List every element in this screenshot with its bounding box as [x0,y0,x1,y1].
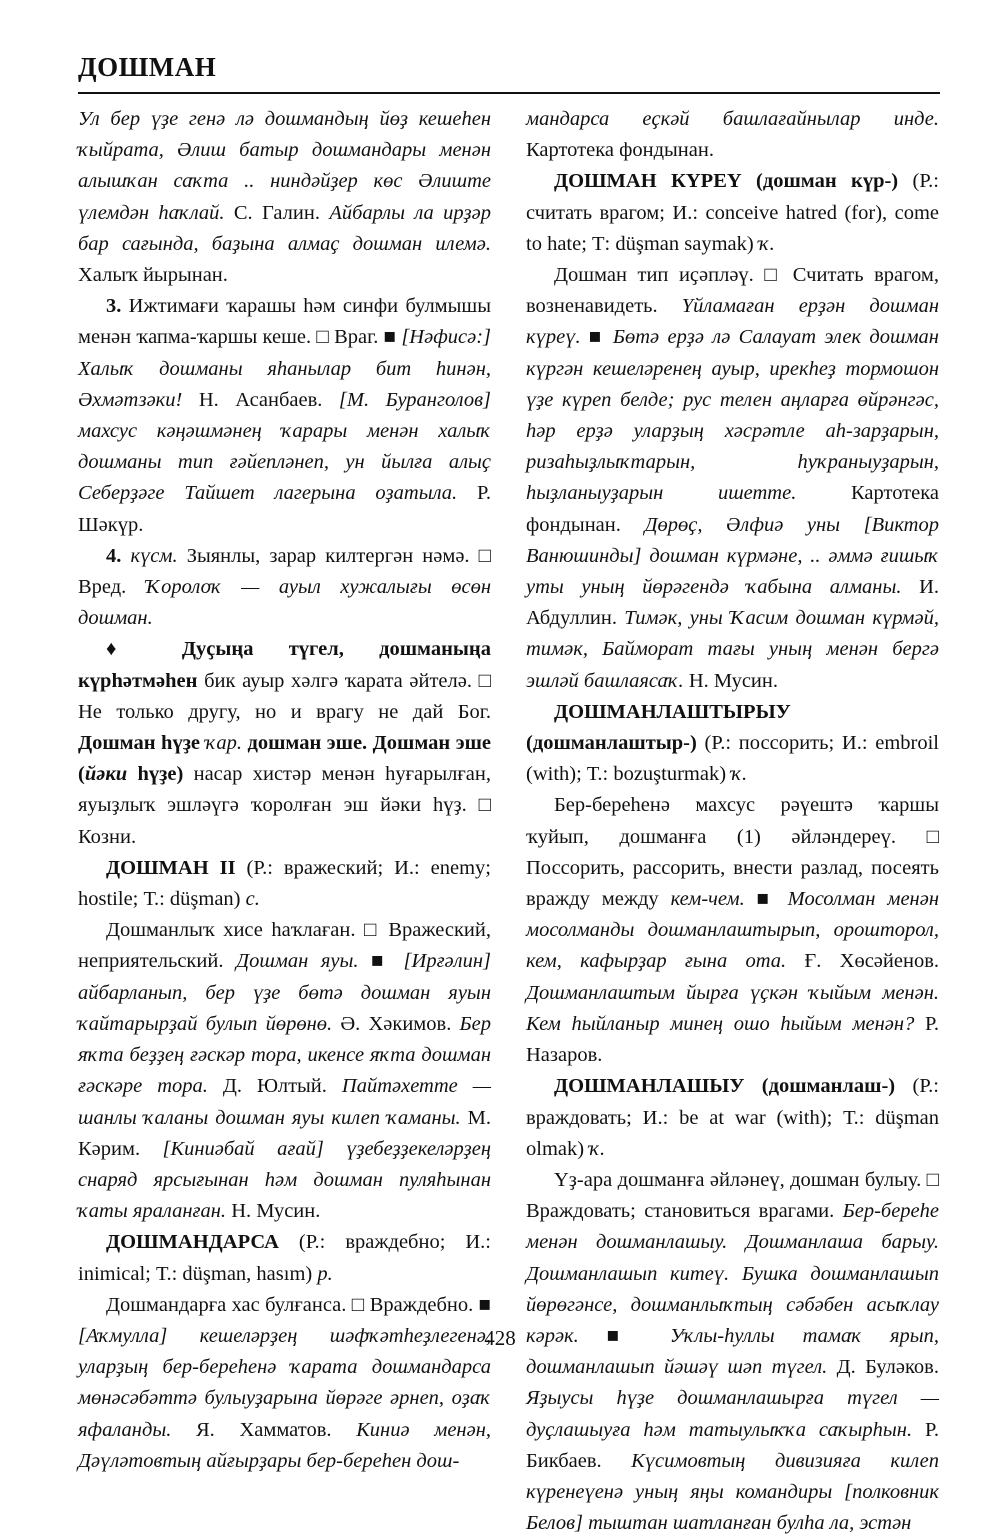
body-text: насар хистәр менән һуғарылған, яуыҙлыҡ эшләүгә ҡоролған эш йәки һүҙ. □ Козни. [78,763,491,848]
example-text: Уҡлы-һуллы тамаҡ ярып, дошманлашып йәшәү шәп түгел. [526,1324,939,1379]
example-text: Бөтә ерҙә лә Салауат элек дошман күргән кешеләренең ауыр, ирекһеҙ тормошон үҙе күреп белде; рус телен аңларға өйрәнгәс, һәр ерҙә уларҙың хәсрәтле аһ-зарҙарын, ризаһыҙлыҡтарын, һуҡраныуҙарын, һыҙланыуҙарын ишетте. [526,326,939,505]
example-text: [Ирғәлин] айбарланып, бер үҙе бөтә дошман яуын ҡайтарырҙай булып йөрөнө. [78,950,491,1035]
dictionary-paragraph [526,260,939,697]
body-text: (Р.: враждовать; И.: be at war (with); Т.: düşman olmak) [526,1075,939,1160]
example-text: кем-чем. [670,888,745,911]
headword-text: ДОШМАНЛАШЫУ (дошманлаш-) [554,1075,896,1098]
body-text: (Р.: враждебно; И.: inimical; Т.: düşman, hasım) [78,1231,491,1285]
example-text: Яҙыусы һүҙе дошманлашырға түгел — дуҫлашыуға һәм татыулыҡҡа саҡырһын. [526,1387,939,1441]
headword-text: Дуҫыңа түгел, дошманыңа күрһәтмәһен [78,638,491,692]
example-text: [М. Буранголов] махсус кәңәшмәнең ҡарары менән халыҡ дошманы тип ғәйепләнеп, ун йылға алыҫ Себерҙәге Тайшет лагерына оҙатыла. [78,388,491,505]
body-text: С. Галин. [224,201,330,224]
example-text: с. [245,888,260,911]
body-text: Халыҡ йырынан. [78,264,228,287]
headword-text: 4. [106,544,122,567]
body-text: ■ [580,326,613,349]
body-text: Бер-береһенә махсус рәүештә ҡаршы ҡуйып, дошманға (1) әйләндереү. □ Поссорить, рассорить, внести разлад, посеять вражду между [526,794,939,911]
dictionary-paragraph [78,541,491,635]
body-text: Дошман тип иҫәпләү. □ Считать врагом, возненавидеть. [526,264,939,318]
example-text: ҡ. [589,1137,606,1160]
dictionary-paragraph [526,697,939,791]
example-text: Айбарлы ла ирҙәр бар сағында, баҙына алмаҫ дошман илемә. [78,201,491,255]
dictionary-paragraph [78,291,491,541]
body-text: Р. Бикбаев. [526,1418,939,1472]
example-text: йәки [84,763,128,786]
body-text: Д. Юлтый. [207,1075,342,1098]
left-column [78,104,491,1477]
dictionary-paragraph [526,166,939,260]
body-text: Үҙ-ара дошманға әйләнеү, дошман булыу. □ Враждовать; становиться врагами. [526,1168,939,1223]
headword-text: дошман эше. Дошман эше ( [78,732,491,786]
dictionary-paragraph [78,104,491,291]
body-text: ■ [744,888,788,911]
body-text: Н. Мусин. [226,1200,321,1223]
dictionary-paragraph [526,790,939,1071]
body-text: Н. Мусин. [683,669,778,692]
body-text: ♦ [106,638,182,661]
example-text: Пайтәхетте — шанлы ҡаланы дошман яуы килеп ҡаманы. [78,1075,491,1129]
body-text: Ғ. Хөсәйенов. [786,950,939,973]
body-text: Д. Буләков. [827,1356,939,1379]
body-text: Дошманлыҡ хисе һаҡлаған. □ Вражеский, неприятельский. [78,919,491,973]
body-text: ■ [358,950,404,973]
body-text: (Р.: поссорить; И.: embroil (with); Т.: bozuşturmak) [526,732,939,786]
dictionary-paragraph [526,1165,939,1539]
headword-text: Дошман һүҙе [78,732,201,755]
body-text: Н. Асанбаев. [182,388,339,411]
body-text: Ижтимағи ҡарашы һәм синфи булмышы менән ҡапма-ҡаршы кеше. □ Враг. ■ [78,295,491,349]
example-text: Ул бер үҙе генә лә дошмандың йөҙ кешеһен ҡыйрата, Әлиш батыр дошмандары менән алышҡан саҡта .. ниндәйҙер көс Әлиште үлемдән һаҡлай. [78,108,491,224]
example-text: [Аҡмулла] кешеләрҙең шәфҡәтһеҙлегенә, уларҙың бер-береһенә ҡарата дошмандарса мөнәсәбәттә булыуҙарына йөрәге әрнеп, оҙаҡ яфаланды. [78,1324,491,1441]
body-text: Р. Шәкүр. [78,482,491,536]
running-head: ДОШМАН [78,52,217,82]
example-text: Тимәк, уны Ҡасим дошман күрмәй, тимәк, Байморат тағы уның менән бергә эшләй башлаясаҡ. [526,607,939,692]
example-text: Бер яҡта беҙҙең ғәскәр тора, икенсе яҡта дошман ғәскәре тора. [78,1012,491,1098]
body-text: М. Кәрим. [78,1106,492,1160]
example-text: ҡ. [758,232,775,255]
example-text: Дошманлаштым йырға үҫкән ҡыйым менән. Кем һыйланыр минең ошо һыйым менән? [526,981,939,1035]
headword-text: ДОШМАН II [106,856,236,879]
body-text: И. Абдуллин. [526,576,939,630]
body-text: бик ауыр хәлгә ҡарата әйтелә. □ Не только другу, но и врагу не дай Бог. [78,669,491,723]
example-text: Мосолман менән мосолманды дошманлаштырып, орошторол, кем, кафырҙар ғына ота. [526,888,939,973]
body-text: (Р.: считать врагом; И.: conceive hatred (for), come to hate; Т: düşman saymak) [526,170,939,255]
headword-text: ДОШМАН КҮРЕҮ (дошман күр-) [554,170,899,193]
dictionary-paragraph [78,853,491,915]
body-text: Р. Назаров. [526,1012,940,1067]
headword-text: ДОШМАНЛАШТЫРЫУ (дошманлаштыр-) [526,700,791,755]
body-text: (Р.: вражеский; И.: enemy; hostile; Т.: düşman) [78,856,491,911]
dictionary-paragraph [78,1290,491,1477]
example-text: Үйламаған ерҙән дошман күреү. [526,295,940,349]
example-text: [Нәфисә:] Халыҡ дошманы яһанылар бит һинән, Әхмәтзәки! [78,326,491,411]
example-text: ҡар. [205,732,242,755]
example-text: р. [317,1262,333,1285]
example-text: Бер-береһе менән дошманлашыу. Дошманлаша барыу. Дошманлашып китеү. Бушка дошманлашып йөрөгәнсе, дошманлыҡтың сәбәбен асыҡлау кәрәк. [526,1200,939,1347]
body-text: Зыянлы, зарар килтергән нәмә. □ Вред. [78,544,492,599]
body-text: Я. Хамматов. [171,1418,357,1441]
body-text: Дошмандарға хас булғанса. □ Враждебно. ■ [106,1293,491,1316]
page-number: 428 [484,1326,516,1350]
dictionary-paragraph [526,104,939,166]
headword-text: ДОШМАНДАРСА [106,1231,279,1254]
body-text: Ә. Хәкимов. [332,1012,460,1035]
dictionary-paragraph [78,634,491,852]
example-text: Ҡоролоҡ — ауыл хужалығы өсөн дошман. [78,576,491,630]
example-text: Дөрөҫ, Әлфиә уны [Виктор Ванюшинды] дошман күрмәне, .. әммә ғишыҡ уты уның йөрәгендә ҡабына алманы. [526,513,939,599]
body-text: ■ [578,1324,670,1347]
body-text: Картотека фондынан. [526,139,714,162]
example-text: Күсимовтың дивизияға килеп күренеүенә уның яңы командиры [полковник Белов] тыштан шатланған булһа ла, эстән [526,1449,939,1535]
dictionary-paragraph [526,1071,939,1165]
example-text: Дошман яуы. [236,950,359,973]
example-text: [Киниәбай ағай] үҙебеҙҙекеләрҙең снаряд ярсығынан һәм дошман пуляһынан ҡаты яраланған. [78,1137,491,1223]
header-rule [78,92,940,94]
headword-text: һүҙе) [127,763,184,786]
dictionary-paragraph [78,915,491,1227]
body-text: Картотека фондынан. [526,482,939,536]
example-text: күсм. [130,544,178,567]
headword-text: 3. [106,295,122,318]
example-text: ҡ. [731,763,748,786]
example-text: мандарса еҫкәй башлағайнылар инде. [526,108,939,130]
right-column [526,104,939,1539]
dictionary-paragraph [78,1227,491,1289]
example-text: Киниә менән, Дәүләтовтың айғырҙары бер-береһен дош- [78,1418,491,1472]
